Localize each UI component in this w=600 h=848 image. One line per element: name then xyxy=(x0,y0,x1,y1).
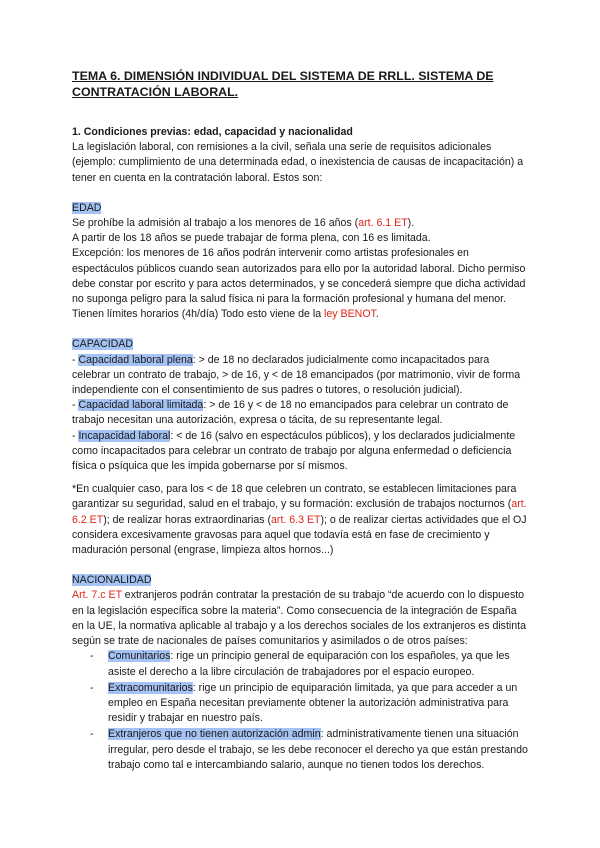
capacidad-label: CAPACIDAD xyxy=(72,338,134,351)
law-reference: ley BENOT xyxy=(324,308,376,321)
list-item: - Extracomunitarios: rige un principio de equiparación limitada, ya que para acceder a un empleo en España necesitan previamente obtener la autorización administrativa para residir y trabajar en nuestro país. xyxy=(90,681,518,725)
highlighted-term: Extranjeros que no tienen autorización admin xyxy=(108,728,321,741)
article-reference: art. 6.1 ET xyxy=(358,217,408,230)
article-reference: art. 6.2 ET xyxy=(72,498,527,526)
section-intro: La legislación laboral, con remisiones a la civil, señala una serie de requisitos adicionales (ejemplo: cumplimiento de una determinada edad, o inexistencia de causas de incapacitación) a tener en cuenta en la contratación laboral. Estos son: xyxy=(72,141,524,184)
edad-paragraph-3: Excepción: los menores de 16 años podrán intervenir como artistas profesionales en espectáculos públicos cuando sean autorizados para ello por la autoridad laboral. Dicho permiso debe constar por escrito y para actos determinados, y se concederá siempre que dicha actividad no suponga peligro para la salud física ni para la formación profesional y humana del menor. Tienen límites horarios (4h/día) Todo esto viene de la ley BENOT. xyxy=(72,247,526,321)
list-item: - Extranjeros que no tienen autorización admin: administrativamente tienen una situación irregular, pero desde el trabajo, se les debe reconocer el derecho ya que están prestando trabajo como tal e intercambiando salario, aunque no tienen todos los derechos. xyxy=(90,728,528,771)
capacidad-item: - Capacidad laboral limitada: > de 16 y < de 18 no emancipados para celebrar un contrato de trabajo necesitan una autorización, expresa o tácita, de su representante legal. xyxy=(72,399,509,427)
edad-label: EDAD xyxy=(72,201,102,214)
nacionalidad-label: NACIONALIDAD xyxy=(72,574,152,587)
capacidad-note: *En cualquier caso, para los < de 18 que celebren un contrato, se establecen limitaciones para garantizar su seguridad, salud en el trabajo, y su formación: exclusión de trabajos nocturnos (art. 6.2 ET); de realizar horas extraordinarias (art. 6.3 ET); o de realizar ciertas actividades que el OJ considera excesivamente gravosas para aquel que todavía está en fase de crecimiento y maduración personal (engrase, limpieza altos hornos...) xyxy=(72,483,527,557)
edad-paragraph-1: Se prohíbe la admisión al trabajo a los menores de 16 años (art. 6.1 ET). xyxy=(72,217,415,230)
highlighted-term: Incapacidad laboral xyxy=(78,429,171,442)
article-reference: art. 6.3 ET xyxy=(271,513,321,526)
highlighted-term: Capacidad laboral limitada xyxy=(78,399,204,412)
list-item: - Comunitarios: rige un principio general de equiparación con los españoles, ya que les asiste el derecho a la libre circulación de trabajadores por el espacio europeo. xyxy=(90,650,510,678)
edad-paragraph-2: A partir de los 18 años se puede trabajar de forma plena, con 16 es limitada. xyxy=(72,232,431,245)
article-reference: Art. 7.c ET xyxy=(72,589,122,602)
capacidad-item: - Incapacidad laboral: < de 16 (salvo en espectáculos públicos), y los declarados judicialmente como incapacitados para celebrar un contrato de trabajo por alguna enfermedad o deficiencia física o psíquica que les impida gobernarse por sí mismos. xyxy=(72,429,516,473)
nacionalidad-paragraph: Art. 7.c ET extranjeros podrán contratar la prestación de su trabajo “de acuerdo con lo dispuesto en la legislación específica sobre la materia”. Como consecuencia de la integración de España en la UE, la normativa aplicable al trabajo y a los derechos sociales de los extranjeros es distinta según se trate de nacionales de países comunitarios y asimilados o de otros países: xyxy=(72,589,527,648)
capacidad-item: - Capacidad laboral plena: > de 18 no declarados judicialmente como incapacitados para celebrar un contrato de trabajo, > de 16, y < de 18 emancipados (por matrimonio, vivir de forma independiente con el consentimiento de sus padres o tutores, o resolución judicial). xyxy=(72,353,521,397)
document-title: TEMA 6. DIMENSIÓN INDIVIDUAL DEL SISTEMA DE RRLL. SISTEMA DE CONTRATACIÓN LABORAL. xyxy=(72,69,494,99)
highlighted-term: Comunitarios xyxy=(108,650,171,663)
section-heading: 1. Condiciones previas: edad, capacidad y nacionalidad xyxy=(72,126,353,138)
highlighted-term: Capacidad laboral plena xyxy=(78,353,193,366)
highlighted-term: Extracomunitarios xyxy=(108,681,193,694)
nacionalidad-list xyxy=(72,649,530,773)
